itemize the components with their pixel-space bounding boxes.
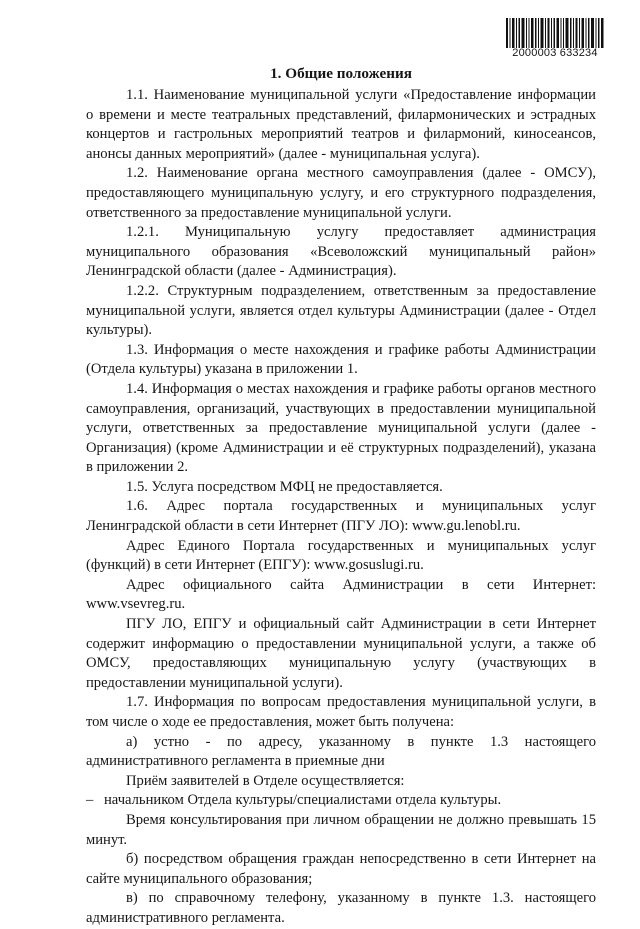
paragraph-site-address: Адрес официального сайта Администрации в сети Интернет: www.vsevreg.ru.: [86, 576, 596, 613]
bullet-item: [86, 791, 596, 811]
paragraph-reception: Приём заявителей в Отделе осуществляется:: [126, 772, 405, 789]
paragraph-1-1: 1.1. Наименование муниципальной услуги «Предоставление информации о времени и месте театральных представлений, филармонических и эстрадных концертов и гастрольных мероприятий театров и филармоний, киносеансов, анонсы данных мероприятий» (далее - муниципальная услуга).: [86, 87, 596, 162]
paragraph-1-2-1: 1.2.1. Муниципальную услугу предоставляет администрация муниципального образования «Всеволожский муниципальный район» Ленинградской области (далее - Администрация).: [86, 224, 596, 280]
section-title: 1. Общие положения: [270, 65, 412, 82]
paragraph-portals-info: ПГУ ЛО, ЕПГУ и официальный сайт Администрации в сети Интернет содержит информацию о предоставлении муниципальной услуги, а также об ОМСУ, предоставляющих муниципальную услугу (участвующих в предоставлении муниципальной услуги).: [86, 616, 596, 691]
bullet-text: начальником Отдела культуры/специалистами отдела культуры.: [104, 792, 502, 809]
barcode-bars: [505, 18, 605, 48]
paragraph-epgu-address: Адрес Единого Портала государственных и муниципальных услуг (функций) в сети Интернет (ЕПГУ): www.gosuslugi.ru.: [86, 537, 596, 574]
paragraph-1-2: 1.2. Наименование органа местного самоуправления (далее - ОМСУ), предоставляющего муниципальную услугу, и его структурного подразделения, ответственного за предоставление муниципальной услуги.: [86, 165, 596, 221]
paragraph-consult-time: Время консультирования при личном обращении не должно превышать 15 минут.: [86, 811, 596, 848]
paragraph-item-v: в) по справочному телефону, указанному в пункте 1.3. настоящего административного регламента.: [86, 890, 596, 926]
paragraph-1-3: 1.3. Информация о месте нахождения и графике работы Администрации (Отдела культуры) указана в приложении 1.: [86, 341, 596, 378]
paragraph-1-4: 1.4. Информация о местах нахождения и графике работы органов местного самоуправления, организаций, участвующих в предоставлении муниципальной услуги, ответственных за предоставление муниципальной услуги (далее - Организация) (кроме Администрации и её структурных подразделений), указана в приложении 2.: [86, 380, 596, 476]
paragraph-1-7: 1.7. Информация по вопросам предоставления муниципальной услуги, в том числе о ходе ее предоставления, может быть получена:: [86, 694, 596, 730]
bullet-dash: –: [86, 792, 94, 809]
barcode: [505, 18, 605, 62]
document-body: [86, 64, 596, 929]
paragraph-1-2-2: 1.2.2. Структурным подразделением, ответственным за предоставление муниципальной услуги, является отдел культуры Администрации (далее - Отдел культуры).: [86, 282, 596, 339]
barcode-number: 2000003 633234: [512, 47, 598, 59]
paragraph-1-6: 1.6. Адрес портала государственных и муниципальных услуг Ленинградской области в сети Интернет (ПГУ ЛО): www.gu.lenobl.ru.: [86, 498, 596, 535]
paragraph-1-5: 1.5. Услуга посредством МФЦ не предоставляется.: [126, 478, 443, 495]
paragraph-item-a: а) устно - по адресу, указанному в пункте 1.3 настоящего административного регламента в приемные дни: [86, 733, 596, 770]
paragraph-item-b: б) посредством обращения граждан непосредственно в сети Интернет на сайте муниципального образования;: [86, 851, 596, 887]
